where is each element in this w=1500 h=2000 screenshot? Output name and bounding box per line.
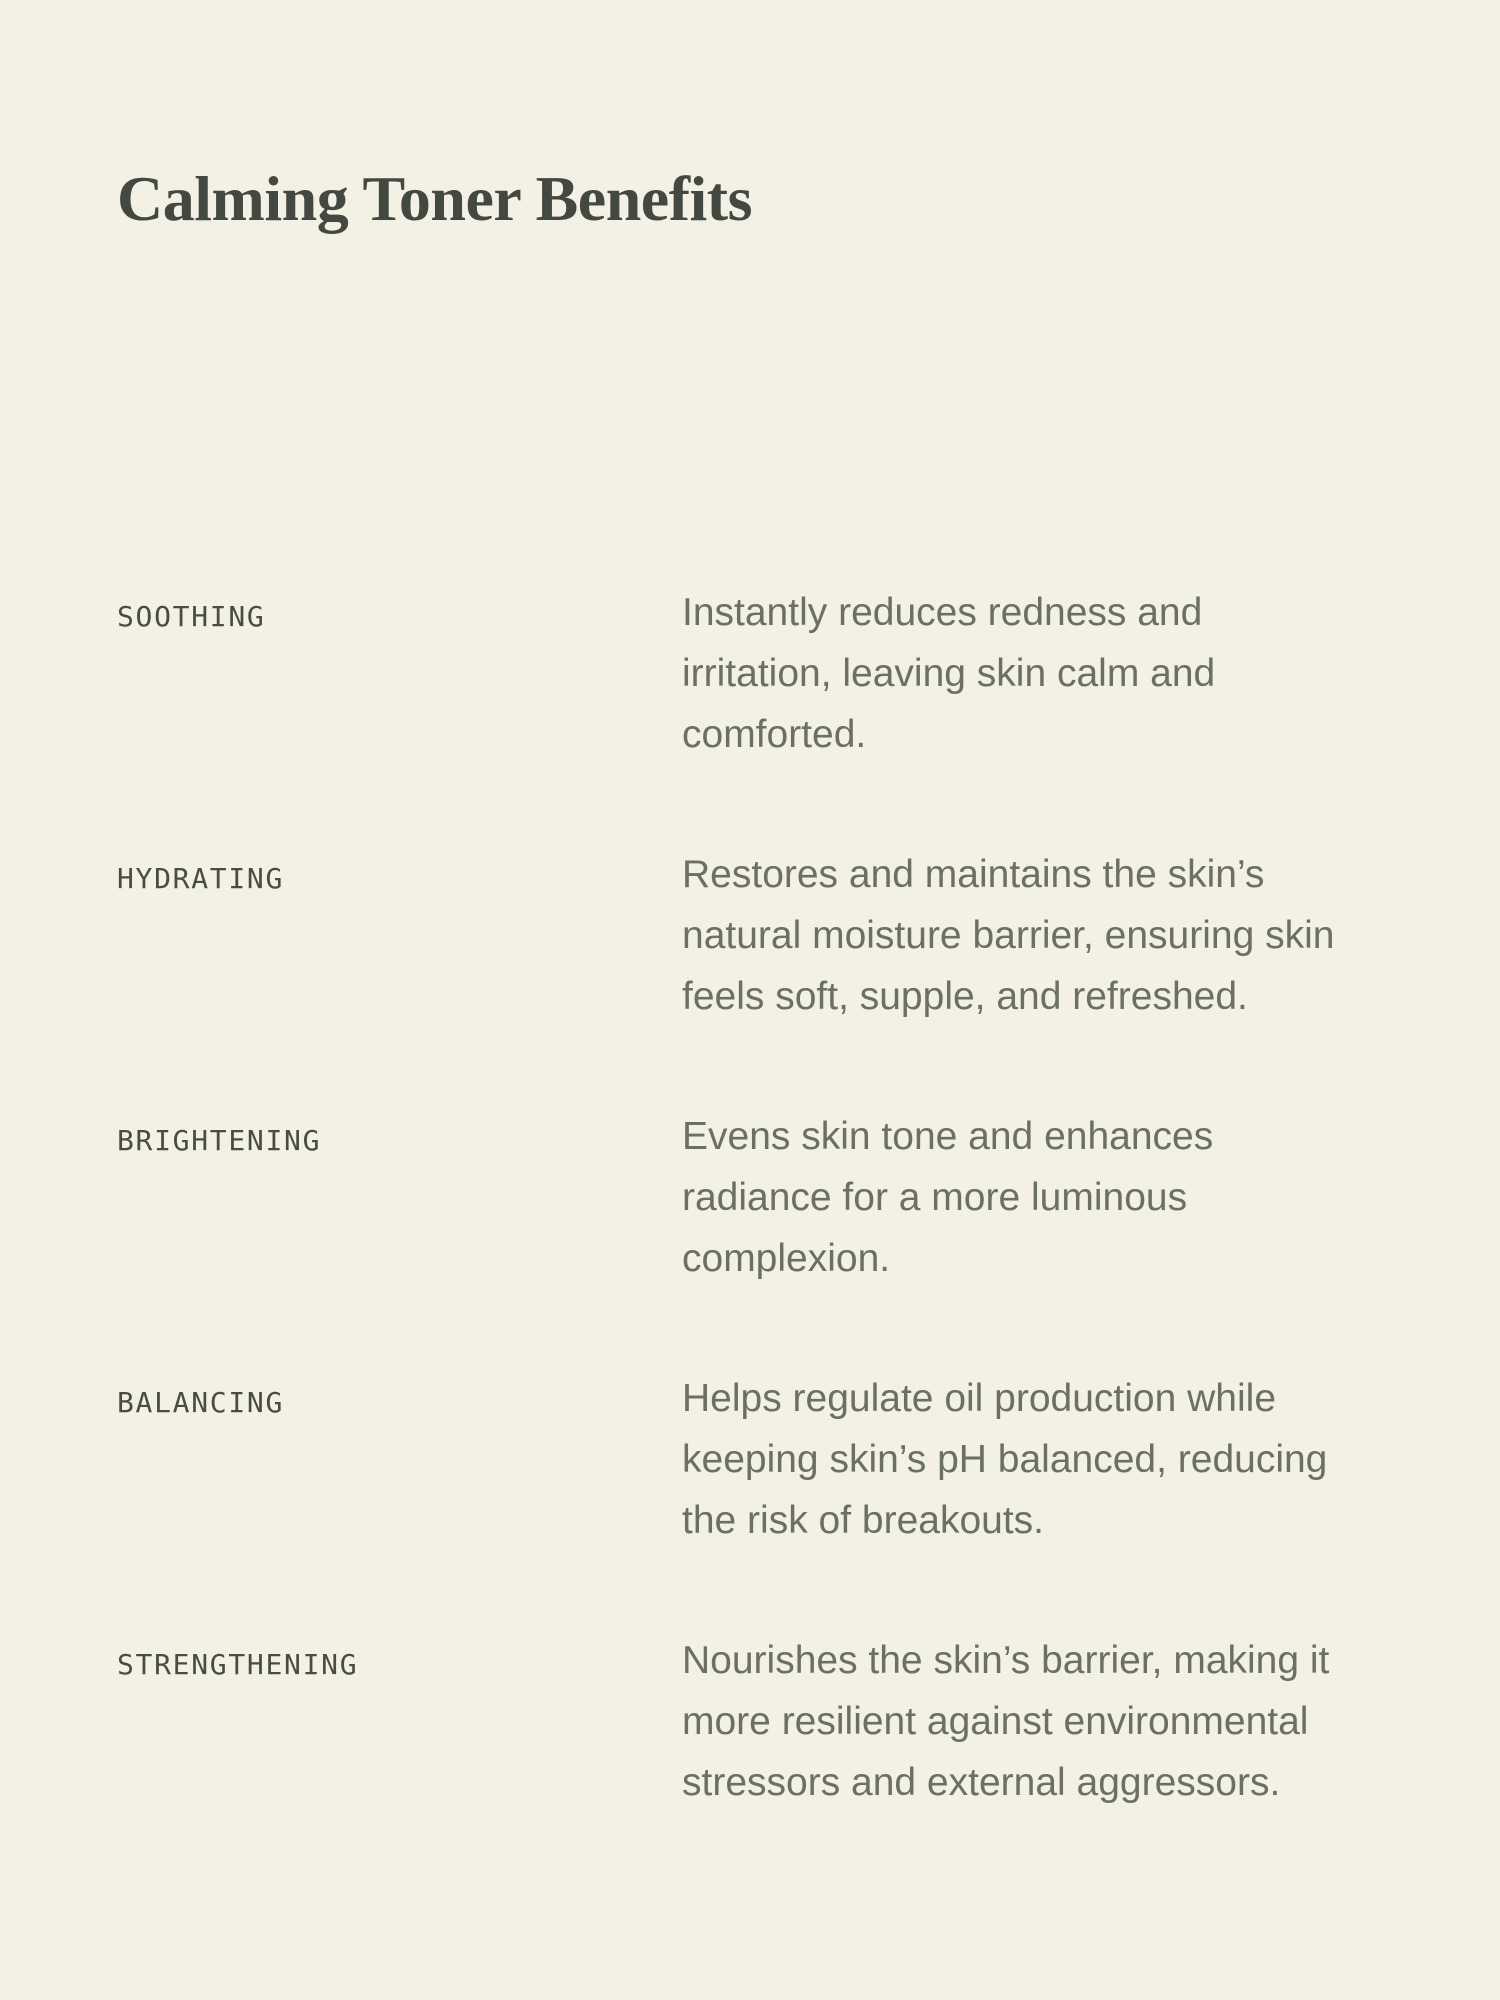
benefit-label: BRIGHTENING (117, 1124, 322, 1157)
description-line: stressors and external aggressors. (682, 1761, 1281, 1804)
description-line: complexion. (682, 1237, 891, 1280)
description-line: Nourishes the skin’s barrier, making it (682, 1639, 1330, 1682)
benefit-row (117, 1630, 1383, 1813)
benefit-description (682, 1106, 1442, 1289)
description-line: Helps regulate oil production while (682, 1377, 1277, 1420)
benefit-description (682, 582, 1442, 765)
benefit-label: BALANCING (117, 1386, 285, 1419)
description-line: irritation, leaving skin calm and (682, 652, 1216, 695)
benefit-row (117, 844, 1383, 1027)
description-line: Evens skin tone and enhances (682, 1115, 1214, 1158)
description-line: comforted. (682, 713, 867, 756)
description-line: Restores and maintains the skin’s (682, 853, 1265, 896)
benefit-label: HYDRATING (117, 862, 285, 895)
benefit-row (117, 1106, 1383, 1289)
benefit-description (682, 1630, 1442, 1813)
benefit-description (682, 844, 1442, 1027)
benefit-row (117, 582, 1383, 765)
benefit-label: SOOTHING (117, 600, 266, 633)
benefits-list (117, 582, 1383, 1813)
benefit-row (117, 1368, 1383, 1551)
page-title: Calming Toner Benefits (117, 163, 752, 234)
description-line: Instantly reduces redness and (682, 591, 1203, 634)
description-line: natural moisture barrier, ensuring skin (682, 914, 1335, 957)
benefit-description (682, 1368, 1442, 1551)
description-line: feels soft, supple, and refreshed. (682, 975, 1248, 1018)
description-line: radiance for a more luminous (682, 1176, 1188, 1219)
benefit-label: STRENGTHENING (117, 1648, 359, 1681)
description-line: more resilient against environmental (682, 1700, 1309, 1743)
description-line: the risk of breakouts. (682, 1499, 1045, 1542)
description-line: keeping skin’s pH balanced, reducing (682, 1438, 1328, 1481)
